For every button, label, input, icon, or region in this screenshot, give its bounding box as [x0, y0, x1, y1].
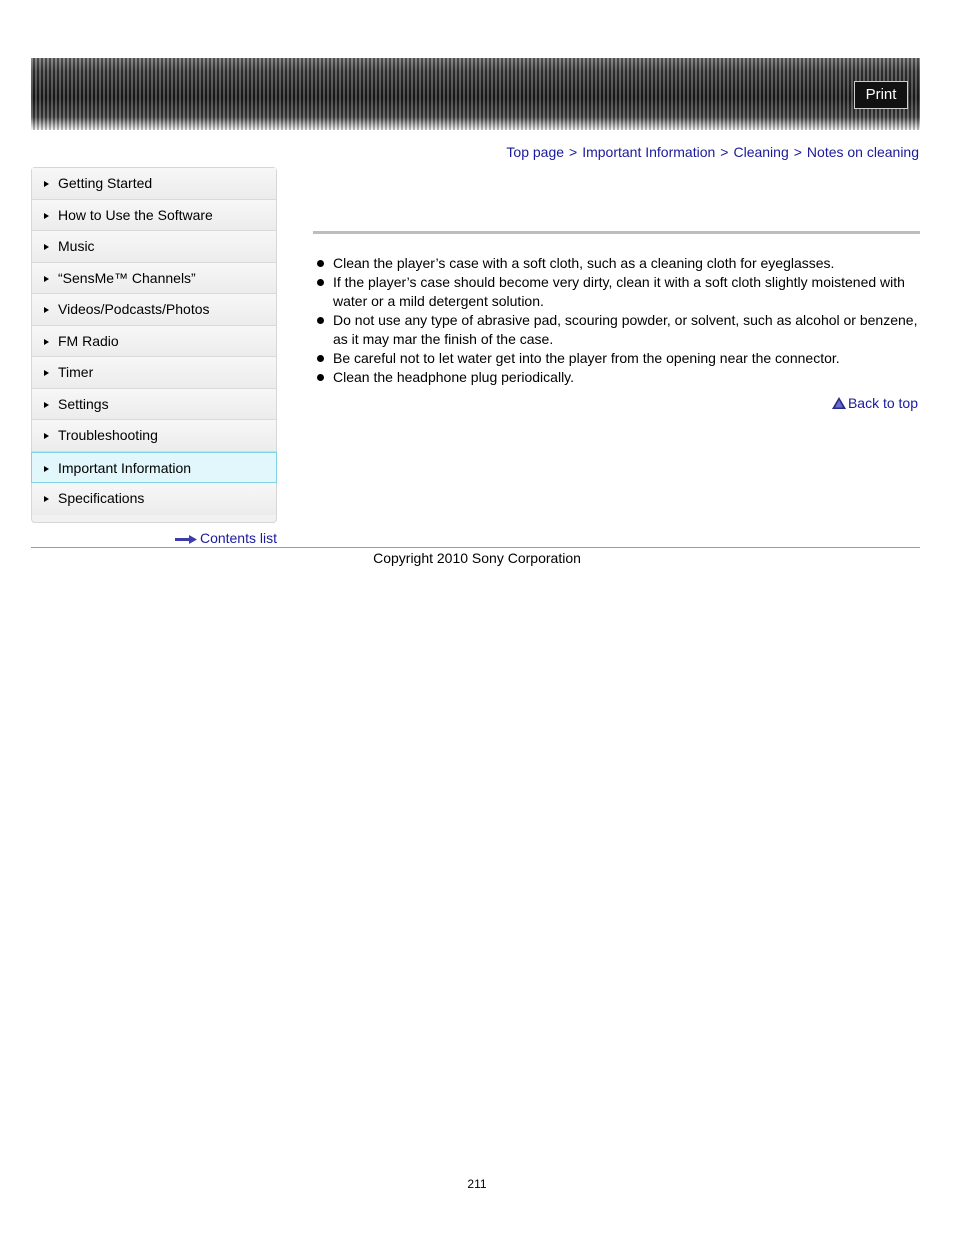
breadcrumb-separator: > — [720, 144, 729, 160]
breadcrumb-notes-on-cleaning[interactable]: Notes on cleaning — [806, 144, 919, 160]
triangle-right-icon — [44, 466, 49, 472]
sidebar-item-important-information[interactable] — [31, 452, 277, 484]
breadcrumb-cleaning[interactable]: Cleaning — [733, 144, 789, 160]
sidebar-item-settings[interactable] — [32, 389, 276, 421]
triangle-right-icon — [44, 402, 49, 408]
breadcrumb — [506, 144, 919, 160]
sidebar-item-music[interactable] — [32, 231, 276, 263]
triangle-right-icon — [44, 433, 49, 439]
back-to-top-link[interactable] — [832, 395, 918, 412]
triangle-right-icon — [44, 181, 49, 187]
list-item-text: Clean the player’s case with a soft cloth, such as a cleaning cloth for eyeglasses. — [333, 255, 835, 271]
list-item-text: Clean the headphone plug periodically. — [333, 369, 575, 385]
triangle-right-icon — [44, 244, 49, 250]
list-item — [313, 368, 918, 387]
sidebar-item-label: Music — [58, 238, 95, 254]
contents-list-link[interactable] — [175, 530, 277, 547]
sidebar-item-fm-radio[interactable] — [32, 326, 276, 358]
triangle-right-icon — [44, 370, 49, 376]
header-banner — [31, 58, 920, 130]
sidebar-item-label: FM Radio — [58, 332, 119, 349]
sidebar-item-timer[interactable] — [32, 357, 276, 389]
sidebar-item-label: Specifications — [58, 490, 145, 506]
sidebar-nav — [31, 167, 277, 523]
contents-list-label: Contents list — [199, 530, 277, 546]
breadcrumb-top-page[interactable]: Top page — [506, 144, 565, 160]
list-item — [313, 254, 918, 273]
bullet-icon — [317, 374, 324, 381]
list-item-text: Be careful not to let water get into the player from the opening near the connector. — [333, 350, 840, 366]
breadcrumb-separator: > — [569, 144, 578, 160]
list-item-text: Do not use any type of abrasive pad, scouring powder, or solvent, such as alcohol or benzene, as it may mar the finish of the case. — [333, 312, 918, 347]
sidebar-item-label: How to Use the Software — [58, 206, 213, 223]
triangle-right-icon — [44, 213, 49, 219]
sidebar-item-how-to-use-the-software[interactable] — [32, 200, 276, 232]
sidebar-item-label: Important Information — [58, 459, 192, 476]
sidebar-item-label: Videos/Podcasts/Photos — [58, 301, 210, 317]
copyright-text: Copyright 2010 Sony Corporation — [373, 550, 581, 566]
page-number: 211 — [467, 1177, 487, 1191]
triangle-right-icon — [44, 307, 49, 313]
print-button[interactable]: Print — [854, 81, 908, 109]
bullet-icon — [317, 355, 324, 362]
triangle-up-icon — [832, 396, 846, 412]
triangle-right-icon — [44, 496, 49, 502]
list-item — [313, 311, 918, 349]
triangle-right-icon — [44, 276, 49, 282]
sidebar-item-label: Getting Started — [58, 175, 153, 191]
sidebar-item-label: Troubleshooting — [58, 427, 158, 443]
breadcrumb-separator: > — [793, 144, 802, 160]
footer-divider — [31, 547, 920, 548]
cleaning-notes-list — [313, 254, 918, 387]
list-item — [313, 273, 918, 311]
sidebar-item-specifications[interactable] — [32, 483, 276, 515]
sidebar-item-label: Settings — [58, 395, 109, 412]
sidebar-item-getting-started[interactable] — [32, 168, 276, 200]
sidebar-item-label: “SensMe™ Channels” — [58, 269, 196, 286]
list-item-text: If the player’s case should become very dirty, clean it with a soft cloth slightly moistened with water or a mild detergent solution. — [333, 274, 905, 309]
bullet-icon — [317, 317, 324, 324]
arrow-right-icon — [175, 531, 197, 547]
sidebar-item-troubleshooting[interactable] — [32, 420, 276, 452]
bullet-icon — [317, 279, 324, 286]
sidebar-item-label: Timer — [58, 364, 94, 380]
sidebar-item-sensme-channels[interactable] — [32, 263, 276, 295]
triangle-right-icon — [44, 339, 49, 345]
breadcrumb-important-information[interactable]: Important Information — [582, 144, 716, 160]
bullet-icon — [317, 260, 324, 267]
title-divider — [313, 231, 920, 234]
list-item — [313, 349, 918, 368]
sidebar-item-videos-podcasts-photos[interactable] — [32, 294, 276, 326]
back-to-top-label: Back to top — [847, 395, 918, 411]
